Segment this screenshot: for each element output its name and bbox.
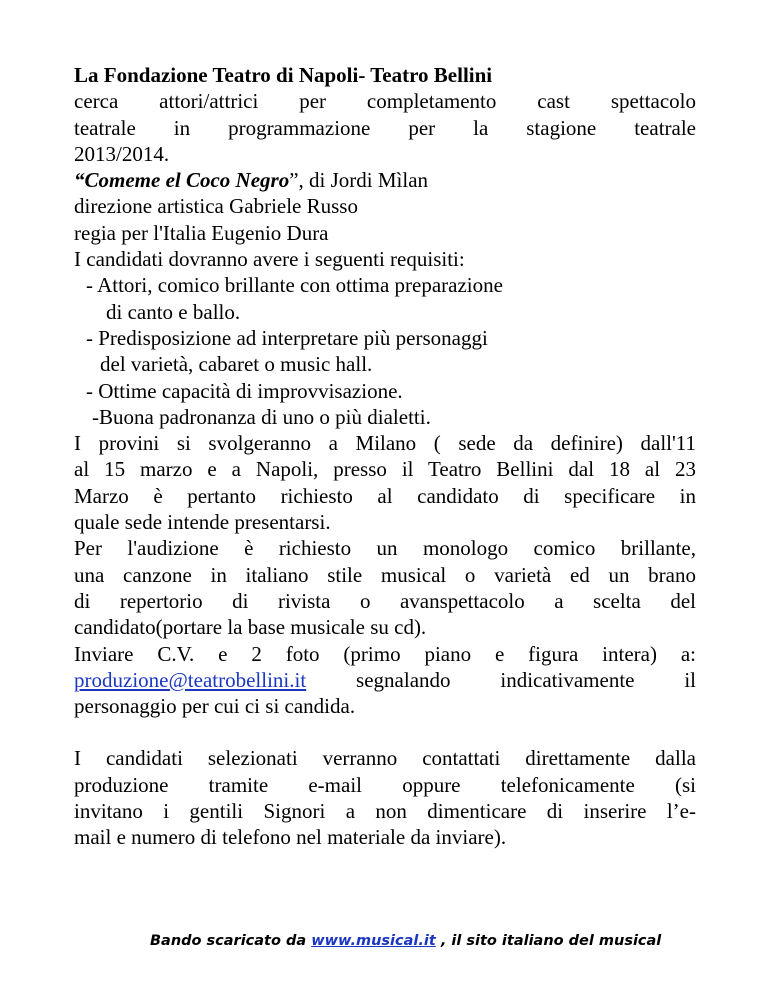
selection-4: mail e numero di telefono nel materiale da inviare). (74, 825, 507, 850)
intro-line-2: teatrale in programmazione per la stagione teatrale (74, 115, 696, 140)
footer-suffix: , il sito italiano del musical (435, 933, 662, 949)
audition-dates-4: quale sede intende presentarsi. (74, 510, 331, 535)
requirement-3: - Ottime capacità di improvvisazione. (86, 378, 403, 403)
intro-line-1: cerca attori/attrici per completamento cast spettacolo (74, 89, 696, 114)
italian-direction: regia per l'Italia Eugenio Dura (74, 220, 329, 245)
paragraph-gap (74, 719, 696, 745)
audition-dates-2: al 15 marzo e a Napoli, presso il Teatro Bellini dal 18 al 23 (74, 457, 696, 482)
requirements-intro: I candidati dovranno avere i seguenti requisiti: (74, 247, 465, 272)
requirement-2-cont: del varietà, cabaret o music hall. (100, 352, 373, 377)
footer-link[interactable]: www.musical.it (311, 933, 436, 949)
show-line (74, 167, 696, 193)
audition-material-1: Per l'audizione è richiesto un monologo comico brillante, (74, 536, 696, 561)
audition-dates-3: Marzo è pertanto richiesto al candidato di specificare in (74, 483, 696, 508)
audition-dates-1: I provini si svolgeranno a Milano ( sede da definire) dall'11 (74, 431, 696, 456)
audition-material-3: di repertorio di rivista o avanspettacolo a scelta del (74, 588, 696, 613)
selection-2: produzione tramite e-mail oppure telefonicamente (si (74, 772, 696, 797)
requirement-1-cont: di canto e ballo. (106, 299, 241, 324)
email-link[interactable]: produzione@teatrobellini.it (74, 667, 307, 692)
artistic-direction: direzione artistica Gabriele Russo (74, 194, 358, 219)
selection-1: I candidati selezionati verranno contattati direttamente dalla (74, 746, 696, 771)
show-author: ”, di Jordi Mìlan (289, 168, 429, 193)
announcement-title: La Fondazione Teatro di Napoli- Teatro Bellini (74, 63, 493, 87)
intro-line-3: 2013/2014. (74, 141, 170, 166)
send-instructions-3: personaggio per cui ci si candida. (74, 694, 356, 719)
selection-3: invitano i gentili Signori a non dimenticare di inserire l’e- (74, 799, 696, 824)
audition-material-2: una canzone in italiano stile musical o varietà ed un brano (74, 562, 696, 587)
requirement-1: - Attori, comico brillante con ottima preparazione (86, 273, 503, 298)
send-instructions-2-rest: segnalando indicativamente il (306, 667, 696, 692)
send-instructions-2 (74, 667, 696, 693)
show-title: “Comeme el Coco Negro (74, 168, 290, 193)
requirement-4: -Buona padronanza di uno o più dialetti. (92, 404, 431, 429)
requirement-2: - Predisposizione ad interpretare più personaggi (86, 325, 488, 350)
footer-prefix: Bando scaricato da (150, 933, 312, 949)
send-instructions-1: Inviare C.V. e 2 foto (primo piano e figura intera) a: (74, 641, 696, 666)
audition-material-4: candidato(portare la base musicale su cd). (74, 615, 427, 640)
footer-note (150, 933, 661, 949)
announcement-body (74, 62, 696, 851)
